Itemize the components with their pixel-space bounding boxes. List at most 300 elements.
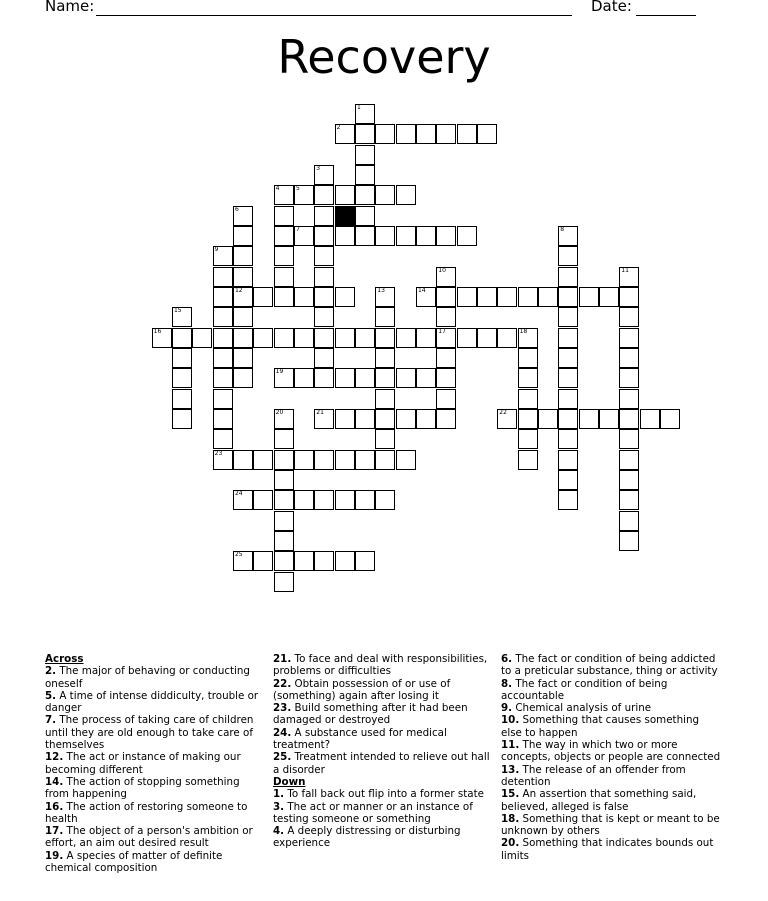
grid-cell[interactable]	[274, 511, 294, 531]
grid-cell[interactable]	[314, 409, 334, 429]
grid-cell[interactable]	[274, 551, 294, 571]
grid-cell[interactable]	[274, 368, 294, 388]
grid-cell[interactable]	[233, 267, 253, 287]
grid-cell[interactable]	[619, 389, 639, 409]
grid-cell[interactable]	[619, 450, 639, 470]
clue-item	[273, 788, 491, 800]
clue-item-text: Chemical analysis of urine	[515, 702, 652, 715]
grid-cell[interactable]	[213, 409, 233, 429]
grid-cell[interactable]	[314, 328, 334, 348]
grid-cell[interactable]	[375, 185, 395, 205]
clue-item-text: The act or instance of making our becoming different	[45, 751, 241, 776]
grid-cell[interactable]	[314, 165, 334, 185]
grid-cell[interactable]	[213, 348, 233, 368]
clue-item-number: 16.	[45, 800, 64, 813]
clue-number: 11	[621, 266, 629, 274]
grid-cell[interactable]	[355, 368, 375, 388]
clue-item	[501, 714, 723, 739]
grid-cell[interactable]	[477, 287, 497, 307]
grid-cell[interactable]	[233, 287, 253, 307]
clue-number: 18	[519, 327, 528, 335]
grid-cell[interactable]	[172, 409, 192, 429]
clue-number: 4	[275, 185, 280, 193]
grid-cell[interactable]	[436, 348, 456, 368]
grid-cell[interactable]	[192, 328, 212, 348]
clue-number: 15	[173, 307, 182, 315]
clue-item	[45, 665, 263, 690]
grid-cell[interactable]	[274, 470, 294, 490]
grid-cell[interactable]	[172, 328, 192, 348]
grid-cell[interactable]	[579, 409, 599, 429]
clue-item-text: Obtain possession of or use of (something) again after losing it	[273, 677, 451, 702]
grid-cell[interactable]	[172, 348, 192, 368]
grid-cell[interactable]	[375, 389, 395, 409]
grid-cell[interactable]	[457, 287, 477, 307]
grid-cell[interactable]	[355, 104, 375, 124]
grid-cell[interactable]	[457, 124, 477, 144]
grid-cell[interactable]	[314, 287, 334, 307]
grid-cell[interactable]	[314, 267, 334, 287]
clue-item	[501, 837, 723, 862]
grid-cell[interactable]	[233, 246, 253, 266]
clue-item	[273, 678, 491, 703]
grid-cell[interactable]	[274, 328, 294, 348]
grid-cell[interactable]	[294, 368, 314, 388]
grid-cell[interactable]	[233, 348, 253, 368]
grid-cell[interactable]	[457, 226, 477, 246]
grid-cell[interactable]	[274, 206, 294, 226]
grid-cell[interactable]	[558, 348, 578, 368]
grid-cell[interactable]	[518, 348, 538, 368]
grid-cell[interactable]	[436, 328, 456, 348]
grid-black-cell	[335, 206, 355, 226]
clue-item-text: Something that indicates bounds out limits	[501, 837, 714, 862]
grid-cell[interactable]	[233, 490, 253, 510]
grid-cell[interactable]	[518, 389, 538, 409]
grid-cell[interactable]	[619, 287, 639, 307]
grid-cell[interactable]	[375, 409, 395, 429]
clue-item-text: An assertion that something said, believed, alleged is false	[501, 788, 697, 813]
grid-cell[interactable]	[619, 267, 639, 287]
grid-cell[interactable]	[314, 226, 334, 246]
grid-cell[interactable]	[314, 450, 334, 470]
clue-item-text: Something that causes something else to happen	[501, 714, 700, 739]
clue-item	[501, 678, 723, 703]
clue-item	[45, 714, 263, 751]
clue-item-number: 21.	[273, 653, 292, 665]
clue-number: 13	[377, 286, 385, 294]
grid-cell[interactable]	[518, 409, 538, 429]
grid-cell[interactable]	[294, 450, 314, 470]
clue-number: 25	[234, 551, 243, 559]
grid-cell[interactable]	[314, 307, 334, 327]
grid-cell[interactable]	[294, 226, 314, 246]
clue-item-number: 23.	[273, 702, 292, 715]
clue-item-number: 13.	[501, 763, 520, 776]
grid-cell[interactable]	[375, 328, 395, 348]
grid-cell[interactable]	[558, 368, 578, 388]
clue-item-text: The act or manner or an instance of testing someone or something	[273, 800, 473, 825]
grid-cell[interactable]	[355, 490, 375, 510]
grid-cell[interactable]	[375, 368, 395, 388]
grid-cell[interactable]	[314, 185, 334, 205]
clue-item-text: A time of intense diddiculty, trouble or danger	[45, 689, 259, 715]
grid-cell[interactable]	[619, 328, 639, 348]
clue-item-number: 9.	[501, 702, 513, 715]
clue-item	[45, 825, 263, 850]
grid-cell[interactable]	[416, 287, 436, 307]
grid-cell[interactable]	[233, 206, 253, 226]
clue-item-text: A substance used for medical treatment?	[273, 726, 447, 752]
clue-item-text: To fall back out flip into a former state	[287, 788, 484, 801]
clue-item-text: A species of matter of definite chemical composition	[45, 849, 223, 875]
clue-number: 8	[560, 225, 565, 233]
grid-cell[interactable]	[355, 226, 375, 246]
name-label: Name:	[45, 0, 95, 15]
clue-number: 14	[417, 286, 426, 294]
clue-item-number: 17.	[45, 825, 64, 838]
grid-cell[interactable]	[253, 450, 273, 470]
grid-cell[interactable]	[233, 551, 253, 571]
grid-cell[interactable]	[619, 490, 639, 510]
clue-item	[45, 690, 263, 715]
grid-cell[interactable]	[274, 531, 294, 551]
grid-cell[interactable]	[335, 368, 355, 388]
grid-cell[interactable]	[355, 551, 375, 571]
clue-item-text: The way in which two or more concepts, objects or people are connected	[501, 739, 721, 764]
grid-cell[interactable]	[253, 287, 273, 307]
grid-cell[interactable]	[436, 307, 456, 327]
grid-cell[interactable]	[355, 409, 375, 429]
clue-item	[501, 739, 723, 764]
grid-cell[interactable]	[274, 246, 294, 266]
clue-item-text: The release of an offender from detention	[501, 763, 686, 788]
grid-cell[interactable]	[436, 124, 456, 144]
grid-cell[interactable]	[355, 450, 375, 470]
grid-cell[interactable]	[619, 470, 639, 490]
clue-number: 1	[356, 104, 361, 111]
grid-cell[interactable]	[599, 287, 619, 307]
grid-cell[interactable]	[375, 429, 395, 449]
grid-cell[interactable]	[274, 226, 294, 246]
grid-cell[interactable]	[436, 226, 456, 246]
grid-cell[interactable]	[396, 368, 416, 388]
clue-item	[501, 702, 723, 714]
grid-cell[interactable]	[375, 287, 395, 307]
grid-cell[interactable]	[355, 185, 375, 205]
grid-cell[interactable]	[294, 287, 314, 307]
across-heading: Across	[45, 653, 84, 665]
grid-cell[interactable]	[477, 328, 497, 348]
grid-cell[interactable]	[416, 409, 436, 429]
grid-cell[interactable]	[335, 226, 355, 246]
date-label: Date:	[591, 0, 632, 15]
clue-item	[273, 825, 491, 850]
grid-cell[interactable]	[152, 328, 172, 348]
grid-cell[interactable]	[213, 429, 233, 449]
clue-number: 17	[438, 327, 446, 335]
clue-item-number: 7.	[45, 714, 57, 727]
clue-item	[45, 801, 263, 826]
grid-cell[interactable]	[396, 450, 416, 470]
clues-column-2	[273, 653, 491, 850]
grid-cell[interactable]	[619, 409, 639, 429]
grid-cell[interactable]	[579, 287, 599, 307]
clue-number: 10	[438, 266, 446, 274]
clue-item	[273, 801, 491, 826]
across-clue-list	[45, 665, 263, 874]
clue-item-text: The action of restoring someone to health	[45, 800, 248, 825]
grid-cell[interactable]	[558, 246, 578, 266]
grid-cell[interactable]	[558, 328, 578, 348]
grid-cell[interactable]	[396, 124, 416, 144]
grid-cell[interactable]	[274, 185, 294, 205]
clue-item-number: 22.	[273, 677, 292, 690]
grid-cell[interactable]	[274, 450, 294, 470]
clue-item-text: Something that is kept or meant to be unknown by others	[501, 812, 720, 838]
grid-cell[interactable]	[619, 307, 639, 327]
clue-item-number: 15.	[501, 788, 520, 801]
clue-item	[45, 850, 263, 875]
clue-item-number: 18.	[501, 812, 520, 825]
grid-cell[interactable]	[335, 328, 355, 348]
across-clue-list-continued	[273, 653, 491, 776]
grid-cell[interactable]	[213, 450, 233, 470]
grid-cell[interactable]	[213, 246, 233, 266]
grid-cell[interactable]	[558, 226, 578, 246]
grid-cell[interactable]	[518, 287, 538, 307]
grid-cell[interactable]	[396, 328, 416, 348]
grid-cell[interactable]	[172, 368, 192, 388]
clue-number: 7	[295, 225, 300, 233]
grid-cell[interactable]	[558, 429, 578, 449]
grid-cell[interactable]	[396, 409, 416, 429]
grid-cell[interactable]	[172, 307, 192, 327]
clue-number: 22	[499, 408, 507, 416]
clues-column-1	[45, 653, 263, 874]
grid-cell[interactable]	[335, 124, 355, 144]
down-heading: Down	[273, 775, 306, 788]
grid-cell[interactable]	[274, 267, 294, 287]
clue-number: 20	[275, 408, 284, 416]
clue-item-text: Treatment intended to relieve out hall a disorder	[273, 751, 490, 776]
down-clue-list	[273, 788, 491, 849]
grid-cell[interactable]	[538, 287, 558, 307]
grid-cell[interactable]	[375, 124, 395, 144]
grid-cell[interactable]	[416, 328, 436, 348]
clue-number: 5	[295, 185, 300, 193]
grid-cell[interactable]	[335, 185, 355, 205]
clue-item	[45, 776, 263, 801]
grid-cell[interactable]	[335, 409, 355, 429]
clue-number: 21	[316, 408, 324, 416]
grid-cell[interactable]	[558, 450, 578, 470]
clue-number: 3	[316, 164, 321, 172]
clue-item-number: 2.	[45, 665, 57, 678]
clue-item-text: The process of taking care of children until they are old enough to take care of themselves	[45, 714, 254, 752]
grid-cell[interactable]	[558, 470, 578, 490]
grid-cell[interactable]	[172, 389, 192, 409]
grid-cell[interactable]	[375, 450, 395, 470]
grid-cell[interactable]	[233, 450, 253, 470]
grid-cell[interactable]	[538, 409, 558, 429]
clue-item-number: 25.	[273, 751, 292, 764]
grid-cell[interactable]	[599, 409, 619, 429]
grid-cell[interactable]	[213, 307, 233, 327]
grid-cell[interactable]	[233, 328, 253, 348]
grid-cell[interactable]	[355, 145, 375, 165]
grid-cell[interactable]	[416, 368, 436, 388]
grid-cell[interactable]	[335, 490, 355, 510]
grid-cell[interactable]	[518, 429, 538, 449]
grid-cell[interactable]	[335, 551, 355, 571]
grid-cell[interactable]	[213, 287, 233, 307]
clue-number: 9	[214, 246, 219, 254]
clue-item-text: To face and deal with responsibilities, problems or difficulties	[273, 653, 488, 678]
grid-cell[interactable]	[660, 409, 680, 429]
grid-cell[interactable]	[375, 348, 395, 368]
clue-item-number: 3.	[273, 800, 285, 813]
grid-cell[interactable]	[213, 267, 233, 287]
grid-cell[interactable]	[396, 226, 416, 246]
grid-cell[interactable]	[253, 490, 273, 510]
grid-cell[interactable]	[619, 531, 639, 551]
grid-cell[interactable]	[558, 409, 578, 429]
grid-cell[interactable]	[233, 226, 253, 246]
grid-cell[interactable]	[274, 287, 294, 307]
grid-cell[interactable]	[497, 287, 517, 307]
grid-cell[interactable]	[355, 328, 375, 348]
grid-cell[interactable]	[294, 490, 314, 510]
grid-cell[interactable]	[436, 287, 456, 307]
grid-cell[interactable]	[416, 226, 436, 246]
clue-item-number: 12.	[45, 751, 64, 764]
grid-cell[interactable]	[518, 368, 538, 388]
grid-cell[interactable]	[314, 368, 334, 388]
clue-item-number: 19.	[45, 849, 64, 862]
grid-cell[interactable]	[436, 389, 456, 409]
clue-item-text: The major of behaving or conducting oneself	[45, 665, 250, 690]
grid-cell[interactable]	[314, 206, 334, 226]
grid-cell[interactable]	[314, 348, 334, 368]
grid-cell[interactable]	[355, 206, 375, 226]
grid-cell[interactable]	[294, 328, 314, 348]
down-clue-list-continued	[501, 653, 723, 862]
grid-cell[interactable]	[274, 429, 294, 449]
clue-item	[273, 727, 491, 752]
clue-item-number: 4.	[273, 825, 285, 838]
clue-item-text: The fact or condition of being addicted to a preticular substance, thing or activity	[501, 653, 718, 678]
grid-cell[interactable]	[375, 307, 395, 327]
clue-number: 6	[234, 205, 239, 213]
clue-item-number: 11.	[501, 739, 520, 752]
clue-number: 23	[214, 449, 223, 457]
clue-item	[45, 751, 263, 776]
grid-cell[interactable]	[355, 165, 375, 185]
grid-cell[interactable]	[213, 328, 233, 348]
clue-item	[501, 653, 723, 678]
grid-cell[interactable]	[619, 368, 639, 388]
clue-number: 16	[153, 327, 162, 335]
grid-cell[interactable]	[497, 328, 517, 348]
grid-cell[interactable]	[619, 429, 639, 449]
grid-cell[interactable]	[558, 267, 578, 287]
clue-item-number: 1.	[273, 788, 285, 801]
grid-cell[interactable]	[355, 124, 375, 144]
grid-cell[interactable]	[274, 572, 294, 592]
page-title: Recovery	[277, 30, 491, 84]
grid-cell[interactable]	[233, 368, 253, 388]
grid-cell[interactable]	[375, 490, 395, 510]
clue-item-text: A deeply distressing or disturbing experience	[273, 825, 461, 850]
grid-cell[interactable]	[416, 124, 436, 144]
grid-cell[interactable]	[314, 551, 334, 571]
clue-item	[501, 813, 723, 838]
clue-item-number: 10.	[501, 714, 520, 727]
clue-item	[273, 751, 491, 776]
clue-number: 12	[234, 286, 243, 294]
clue-item-text: The action of stopping something from happening	[45, 775, 240, 801]
grid-cell[interactable]	[274, 490, 294, 510]
clue-item	[501, 764, 723, 789]
grid-cell[interactable]	[558, 389, 578, 409]
clue-item-number: 14.	[45, 775, 64, 788]
grid-cell[interactable]	[558, 307, 578, 327]
clue-number: 2	[336, 124, 341, 132]
grid-cell[interactable]	[396, 185, 416, 205]
grid-cell[interactable]	[314, 246, 334, 266]
grid-cell[interactable]	[558, 287, 578, 307]
grid-cell[interactable]	[233, 307, 253, 327]
grid-cell[interactable]	[335, 450, 355, 470]
grid-cell[interactable]	[518, 328, 538, 348]
grid-cell[interactable]	[619, 348, 639, 368]
clue-item-text: The object of a person's ambition or effort, an aim out desired result	[45, 825, 253, 850]
grid-cell[interactable]	[314, 490, 334, 510]
grid-cell[interactable]	[518, 450, 538, 470]
clue-item-number: 8.	[501, 677, 513, 690]
grid-cell[interactable]	[253, 551, 273, 571]
clue-item	[501, 788, 723, 813]
clue-item-text: Build something after it had been damaged or destroyed	[273, 702, 468, 727]
grid-cell[interactable]	[436, 267, 456, 287]
clue-item-number: 24.	[273, 726, 292, 739]
grid-cell[interactable]	[274, 409, 294, 429]
grid-cell[interactable]	[497, 409, 517, 429]
grid-cell[interactable]	[558, 490, 578, 510]
grid-cell[interactable]	[640, 409, 660, 429]
grid-cell[interactable]	[436, 409, 456, 429]
clue-item-number: 5.	[45, 689, 57, 702]
grid-cell[interactable]	[294, 185, 314, 205]
clue-item-number: 6.	[501, 653, 513, 665]
grid-cell[interactable]	[436, 368, 456, 388]
grid-cell[interactable]	[457, 328, 477, 348]
grid-cell[interactable]	[213, 368, 233, 388]
grid-cell[interactable]	[335, 287, 355, 307]
clue-number: 24	[234, 490, 243, 498]
grid-cell[interactable]	[213, 389, 233, 409]
grid-cell[interactable]	[477, 124, 497, 144]
grid-cell[interactable]	[294, 551, 314, 571]
clues-column-3	[501, 653, 723, 862]
clue-item	[273, 653, 491, 678]
clue-item-number: 20.	[501, 837, 520, 850]
clue-number: 19	[275, 368, 284, 376]
grid-cell[interactable]	[619, 511, 639, 531]
grid-cell[interactable]	[375, 226, 395, 246]
grid-cell[interactable]	[253, 328, 273, 348]
